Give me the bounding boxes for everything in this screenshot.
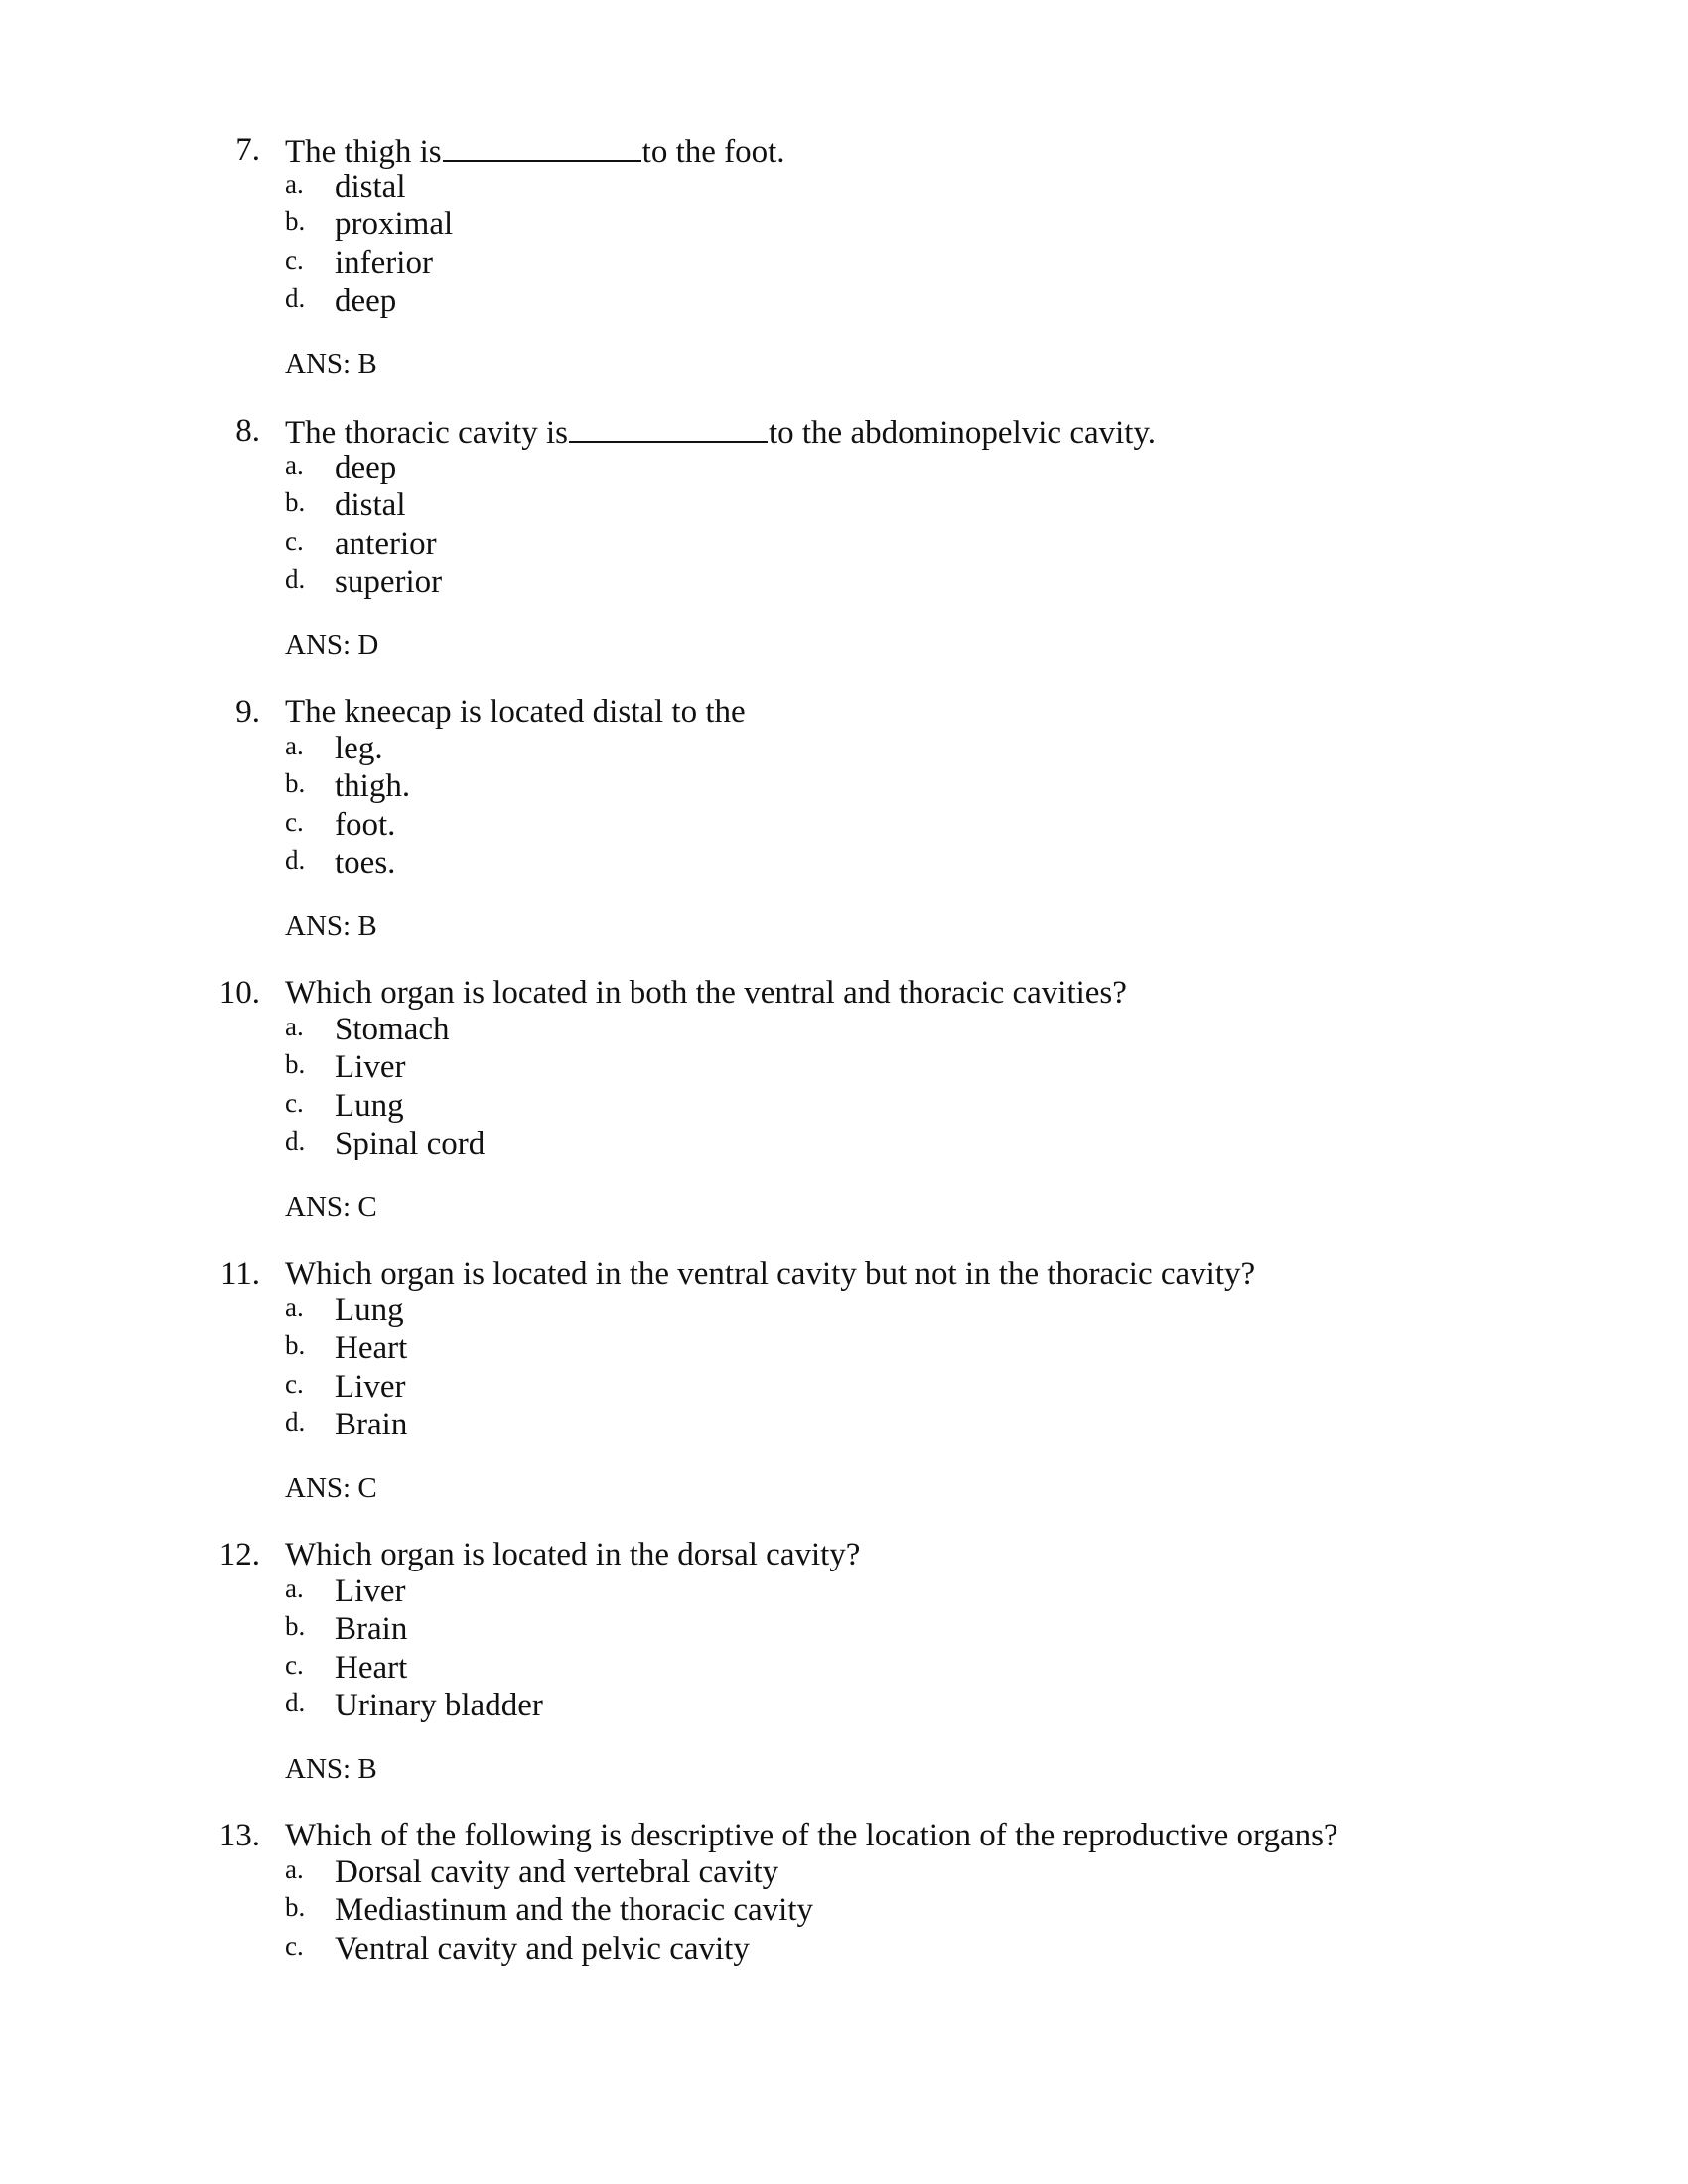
question-number: 10. <box>218 975 260 1011</box>
option-letter: d. <box>285 1125 306 1156</box>
option-text: Ventral cavity and pelvic cavity <box>335 1930 750 1967</box>
option-text: anterior <box>335 525 437 562</box>
option-letter: c. <box>285 525 304 556</box>
option-letter: b. <box>285 1611 306 1642</box>
answer-key: ANS: B <box>285 1753 377 1786</box>
answer-key: ANS: C <box>285 1472 377 1505</box>
question-number: 11. <box>219 1256 260 1292</box>
option-letter: d. <box>285 1687 306 1717</box>
question-text: Which of the following is descriptive of the location of the reproductive organs? <box>285 1818 1338 1853</box>
option-text: deep <box>335 450 397 485</box>
option-a <box>0 1011 1688 1048</box>
option-letter: a. <box>285 731 304 760</box>
option-letter: a. <box>285 1012 304 1041</box>
question-text-after-blank: to the foot. <box>641 134 785 170</box>
option-text: deep <box>335 282 397 319</box>
option-letter: b. <box>285 1049 306 1080</box>
option-letter: d. <box>285 1406 306 1436</box>
option-letter: c. <box>285 1649 304 1680</box>
option-a <box>0 730 1688 767</box>
question-text: Which organ is located in both the ventral and thoracic cavities? <box>285 975 1127 1011</box>
option-text: Spinal cord <box>335 1125 486 1161</box>
option-letter: a. <box>285 1573 304 1603</box>
question-stem <box>0 411 1688 451</box>
option-letter: b. <box>285 1892 306 1923</box>
question-stem <box>0 973 1688 1013</box>
option-text: Heart <box>335 1330 408 1367</box>
option-d <box>0 1687 1688 1724</box>
question-number: 7. <box>235 132 260 168</box>
question-stem <box>0 692 1688 732</box>
option-b <box>0 1048 1688 1086</box>
option-text: superior <box>335 563 443 600</box>
option-text: Lung <box>335 1087 404 1124</box>
option-text: proximal <box>335 206 454 243</box>
option-b <box>0 767 1688 805</box>
question-number: 9. <box>235 694 260 730</box>
option-d <box>0 282 1688 320</box>
fill-in-blank <box>443 130 641 162</box>
question-text-after-blank: to the abdominopelvic cavity. <box>768 415 1157 451</box>
option-a <box>0 168 1688 205</box>
question-stem <box>0 1816 1688 1855</box>
question-number: 8. <box>235 413 260 449</box>
question-7 <box>0 130 1688 381</box>
option-text: Brain <box>335 1406 408 1442</box>
option-text: foot. <box>335 806 396 843</box>
question-text: The kneecap is located distal to the <box>285 694 746 730</box>
option-text: Lung <box>335 1293 404 1328</box>
option-letter: a. <box>285 450 304 479</box>
option-a <box>0 1853 1688 1891</box>
option-a <box>0 1572 1688 1610</box>
fill-in-blank <box>569 411 768 443</box>
option-text: Liver <box>335 1573 406 1609</box>
option-letter: d. <box>285 563 306 594</box>
question-9 <box>0 692 1688 943</box>
question-number: 13. <box>218 1818 260 1853</box>
question-text-before-blank: The thoracic cavity is <box>285 415 568 451</box>
option-text: Liver <box>335 1368 406 1405</box>
option-b <box>0 486 1688 524</box>
question-text <box>285 411 1156 453</box>
option-text: leg. <box>335 731 383 766</box>
option-list <box>0 1853 1688 1968</box>
option-letter: a. <box>285 1854 304 1884</box>
option-c <box>0 1649 1688 1687</box>
question-12 <box>0 1535 1688 1786</box>
option-c <box>0 525 1688 563</box>
option-letter: b. <box>285 1330 306 1361</box>
option-text: Dorsal cavity and vertebral cavity <box>335 1854 779 1890</box>
option-text: distal <box>335 487 406 524</box>
option-text: Urinary bladder <box>335 1687 543 1723</box>
option-letter: d. <box>285 844 306 875</box>
option-c <box>0 244 1688 282</box>
question-10 <box>0 973 1688 1224</box>
option-b <box>0 1610 1688 1648</box>
answer-key: ANS: C <box>285 1191 377 1224</box>
question-8 <box>0 411 1688 662</box>
option-list <box>0 1011 1688 1162</box>
option-text: Mediastinum and the thoracic cavity <box>335 1892 814 1929</box>
question-11 <box>0 1254 1688 1505</box>
option-list <box>0 1292 1688 1443</box>
question-text <box>285 130 785 172</box>
option-list <box>0 1572 1688 1724</box>
question-text: Which organ is located in the dorsal cavity? <box>285 1537 861 1572</box>
option-b <box>0 1329 1688 1367</box>
option-d <box>0 1125 1688 1162</box>
question-stem <box>0 1254 1688 1294</box>
option-letter: a. <box>285 1293 304 1322</box>
option-letter: b. <box>285 487 306 518</box>
question-text: Which organ is located in the ventral cavity but not in the thoracic cavity? <box>285 1256 1256 1292</box>
option-text: inferior <box>335 244 433 281</box>
option-letter: c. <box>285 1368 304 1399</box>
question-stem <box>0 130 1688 170</box>
option-d <box>0 844 1688 882</box>
question-13 <box>0 1816 1688 1968</box>
option-a <box>0 449 1688 486</box>
option-text: Brain <box>335 1611 408 1648</box>
option-letter: b. <box>285 206 306 237</box>
answer-key: ANS: D <box>285 629 379 662</box>
option-list <box>0 730 1688 882</box>
question-stem <box>0 1535 1688 1574</box>
option-text: Liver <box>335 1049 406 1086</box>
option-text: Stomach <box>335 1012 450 1047</box>
answer-key: ANS: B <box>285 348 377 381</box>
option-c <box>0 1368 1688 1406</box>
option-d <box>0 1406 1688 1443</box>
question-number: 12. <box>218 1537 260 1572</box>
option-text: distal <box>335 169 406 205</box>
option-b <box>0 205 1688 243</box>
option-c <box>0 806 1688 844</box>
option-letter: d. <box>285 282 306 313</box>
answer-key: ANS: B <box>285 910 377 943</box>
option-text: toes. <box>335 844 396 881</box>
option-list <box>0 449 1688 601</box>
option-list <box>0 168 1688 320</box>
option-a <box>0 1292 1688 1329</box>
option-c <box>0 1087 1688 1125</box>
option-letter: c. <box>285 1930 304 1961</box>
option-b <box>0 1891 1688 1929</box>
option-text: thigh. <box>335 768 411 805</box>
option-letter: a. <box>285 169 304 199</box>
option-letter: c. <box>285 244 304 275</box>
option-letter: c. <box>285 1087 304 1118</box>
option-letter: c. <box>285 806 304 837</box>
option-c <box>0 1930 1688 1968</box>
option-d <box>0 563 1688 601</box>
option-letter: b. <box>285 768 306 799</box>
question-text-before-blank: The thigh is <box>285 134 442 170</box>
option-text: Heart <box>335 1649 408 1686</box>
